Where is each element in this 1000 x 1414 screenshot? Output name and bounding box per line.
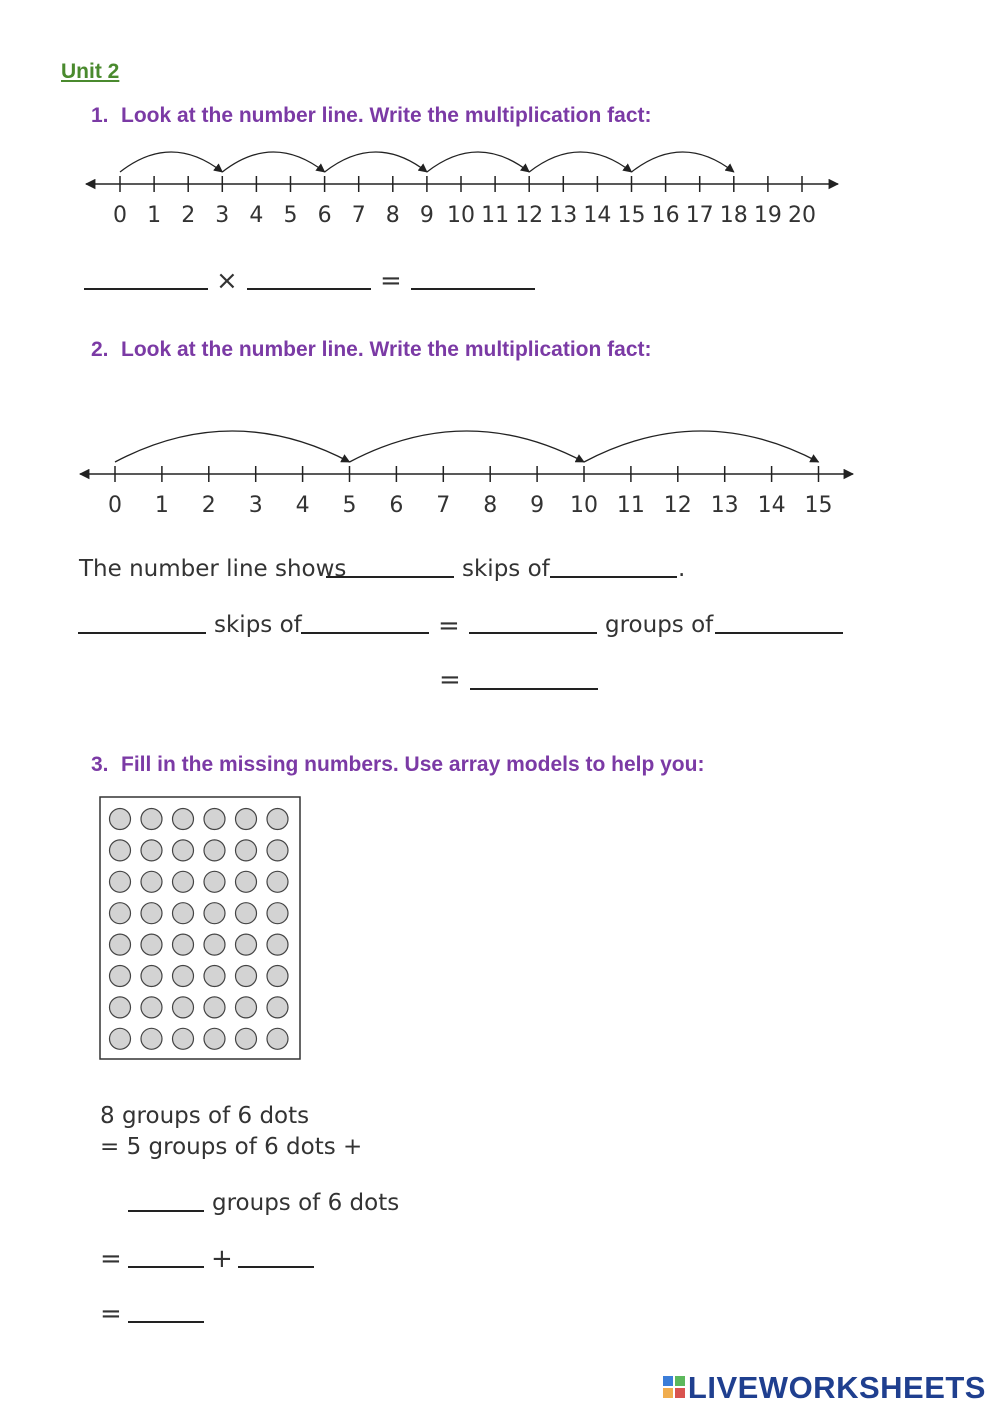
q3-addend-2-blank[interactable]	[238, 1266, 314, 1268]
array-dot	[141, 809, 162, 830]
liveworksheets-logo-icon	[663, 1376, 685, 1398]
jump-arc	[350, 431, 585, 462]
array-dot	[267, 966, 288, 987]
question-1-text: Look at the number line. Write the multiplication fact:	[121, 104, 652, 127]
q3-line5-equals: =	[100, 1299, 122, 1329]
tick-label: 3	[215, 203, 230, 228]
liveworksheets-logo-text: LIVEWORKSHEETS	[687, 1370, 986, 1405]
q3-line1: 8 groups of 6 dots	[100, 1103, 310, 1129]
array-dot	[267, 934, 288, 955]
array-dot	[141, 934, 162, 955]
tick-label: 3	[248, 493, 263, 518]
array-dot	[236, 871, 257, 892]
array-dot	[267, 903, 288, 924]
q2-skips-blank-2[interactable]	[78, 632, 206, 634]
tick-label: 14	[583, 203, 612, 228]
q1-factor-1-blank[interactable]	[84, 288, 208, 290]
array-dot	[204, 903, 225, 924]
tick-label: 11	[481, 203, 510, 228]
array-dot	[173, 934, 194, 955]
tick-label: 15	[804, 493, 833, 518]
tick-label: 8	[385, 203, 400, 228]
tick-label: 2	[201, 493, 216, 518]
q1-factor-2-blank[interactable]	[247, 288, 371, 290]
array-dot	[236, 934, 257, 955]
tick-label: 17	[685, 203, 714, 228]
q2-line1-text-b: skips of	[462, 556, 550, 582]
q2-skips-count-blank[interactable]	[326, 576, 454, 578]
array-dot	[204, 809, 225, 830]
jump-arc	[529, 152, 631, 172]
array-dot	[267, 997, 288, 1018]
times-symbol: ×	[216, 266, 238, 296]
q2-line3-equals: =	[439, 665, 461, 695]
tick-label: 0	[113, 203, 127, 228]
array-dot	[110, 997, 131, 1018]
tick-label: 12	[515, 203, 544, 228]
question-2-heading	[91, 338, 652, 362]
array-dot	[110, 840, 131, 861]
tick-label: 7	[436, 493, 451, 518]
q3-line2: = 5 groups of 6 dots +	[100, 1134, 363, 1160]
jump-arc	[120, 152, 222, 172]
tick-label: 1	[147, 203, 162, 228]
array-dot	[141, 1028, 162, 1049]
q2-line1-text-a: The number line shows	[79, 556, 347, 582]
question-3-number: 3.	[91, 753, 109, 776]
array-dot	[236, 903, 257, 924]
q2-group-size-blank[interactable]	[715, 632, 843, 634]
array-dot	[110, 966, 131, 987]
q2-line2-groups-of: groups of	[605, 612, 714, 638]
array-dot	[236, 966, 257, 987]
tick-label: 9	[530, 493, 545, 518]
question-1-number: 1.	[91, 104, 109, 127]
array-dot	[173, 840, 194, 861]
array-dot	[236, 997, 257, 1018]
jump-arc	[427, 152, 529, 172]
tick-label: 4	[295, 493, 310, 518]
tick-label: 5	[342, 493, 357, 518]
q3-line4-equals: =	[100, 1244, 122, 1274]
q2-skip-size-blank[interactable]	[550, 576, 677, 578]
question-2-text: Look at the number line. Write the multiplication fact:	[121, 338, 652, 361]
array-dot	[204, 997, 225, 1018]
array-dot	[110, 903, 131, 924]
array-dot	[267, 1028, 288, 1049]
question-3-text: Fill in the missing numbers. Use array models to help you:	[121, 753, 705, 776]
tick-label: 8	[483, 493, 498, 518]
tick-label: 12	[663, 493, 692, 518]
array-dot	[110, 934, 131, 955]
tick-label: 16	[651, 203, 680, 228]
liveworksheets-logo	[663, 1370, 986, 1406]
tick-label: 10	[447, 203, 475, 228]
array-dot	[173, 1028, 194, 1049]
array-dot	[141, 871, 162, 892]
array-dot	[141, 966, 162, 987]
array-dot	[236, 809, 257, 830]
array-dot	[204, 966, 225, 987]
tick-label: 19	[753, 203, 782, 228]
q2-product-blank[interactable]	[470, 688, 598, 690]
tick-label: 10	[570, 493, 598, 518]
array-dot	[204, 871, 225, 892]
array-dot	[267, 840, 288, 861]
tick-label: 13	[710, 493, 739, 518]
q2-skip-size-blank-2[interactable]	[301, 632, 429, 634]
array-dot	[267, 871, 288, 892]
array-dot	[204, 934, 225, 955]
array-dot	[173, 997, 194, 1018]
q2-groups-blank[interactable]	[469, 632, 597, 634]
tick-label: 0	[108, 493, 122, 518]
tick-label: 6	[317, 203, 332, 228]
equals-symbol: =	[380, 266, 402, 296]
jump-arc	[584, 431, 819, 462]
array-dot	[173, 809, 194, 830]
array-dot	[110, 809, 131, 830]
q3-total-blank[interactable]	[128, 1321, 204, 1323]
q3-line4-plus: +	[211, 1244, 233, 1274]
tick-label: 9	[419, 203, 434, 228]
q2-line2-skips-of: skips of	[214, 612, 302, 638]
tick-label: 7	[351, 203, 366, 228]
array-dot	[173, 966, 194, 987]
tick-label: 13	[549, 203, 578, 228]
jump-arc	[325, 152, 427, 172]
array-dot	[141, 840, 162, 861]
q3-addend-1-blank[interactable]	[128, 1266, 204, 1268]
jump-arc	[632, 152, 734, 172]
tick-label: 20	[788, 203, 816, 228]
question-1-heading	[91, 104, 652, 128]
jump-arc	[222, 152, 324, 172]
tick-label: 11	[616, 493, 645, 518]
tick-label: 6	[389, 493, 404, 518]
q2-line2-equals: =	[438, 611, 460, 641]
array-dot	[110, 1028, 131, 1049]
tick-label: 18	[719, 203, 748, 228]
tick-label: 2	[181, 203, 196, 228]
q2-line1-period: .	[678, 556, 686, 582]
jump-arc	[115, 431, 350, 462]
q3-groups-blank[interactable]	[128, 1210, 204, 1212]
array-dot	[204, 1028, 225, 1049]
tick-label: 5	[283, 203, 298, 228]
array-dot	[173, 903, 194, 924]
q1-product-blank[interactable]	[411, 288, 535, 290]
tick-label: 4	[249, 203, 264, 228]
array-dot	[236, 840, 257, 861]
unit-title: Unit 2	[61, 60, 120, 83]
array-dot	[267, 809, 288, 830]
number-line-1	[0, 140, 1000, 240]
array-dot	[236, 1028, 257, 1049]
array-dot	[110, 871, 131, 892]
number-line-2	[0, 395, 1000, 525]
array-dot	[173, 871, 194, 892]
dot-array	[99, 796, 302, 1061]
q3-line3: groups of 6 dots	[212, 1190, 400, 1216]
question-3-heading	[91, 753, 704, 777]
array-dot	[141, 997, 162, 1018]
tick-label: 1	[154, 493, 169, 518]
tick-label: 14	[757, 493, 786, 518]
array-dot	[141, 903, 162, 924]
array-dot	[204, 840, 225, 861]
question-2-number: 2.	[91, 338, 109, 361]
tick-label: 15	[617, 203, 646, 228]
